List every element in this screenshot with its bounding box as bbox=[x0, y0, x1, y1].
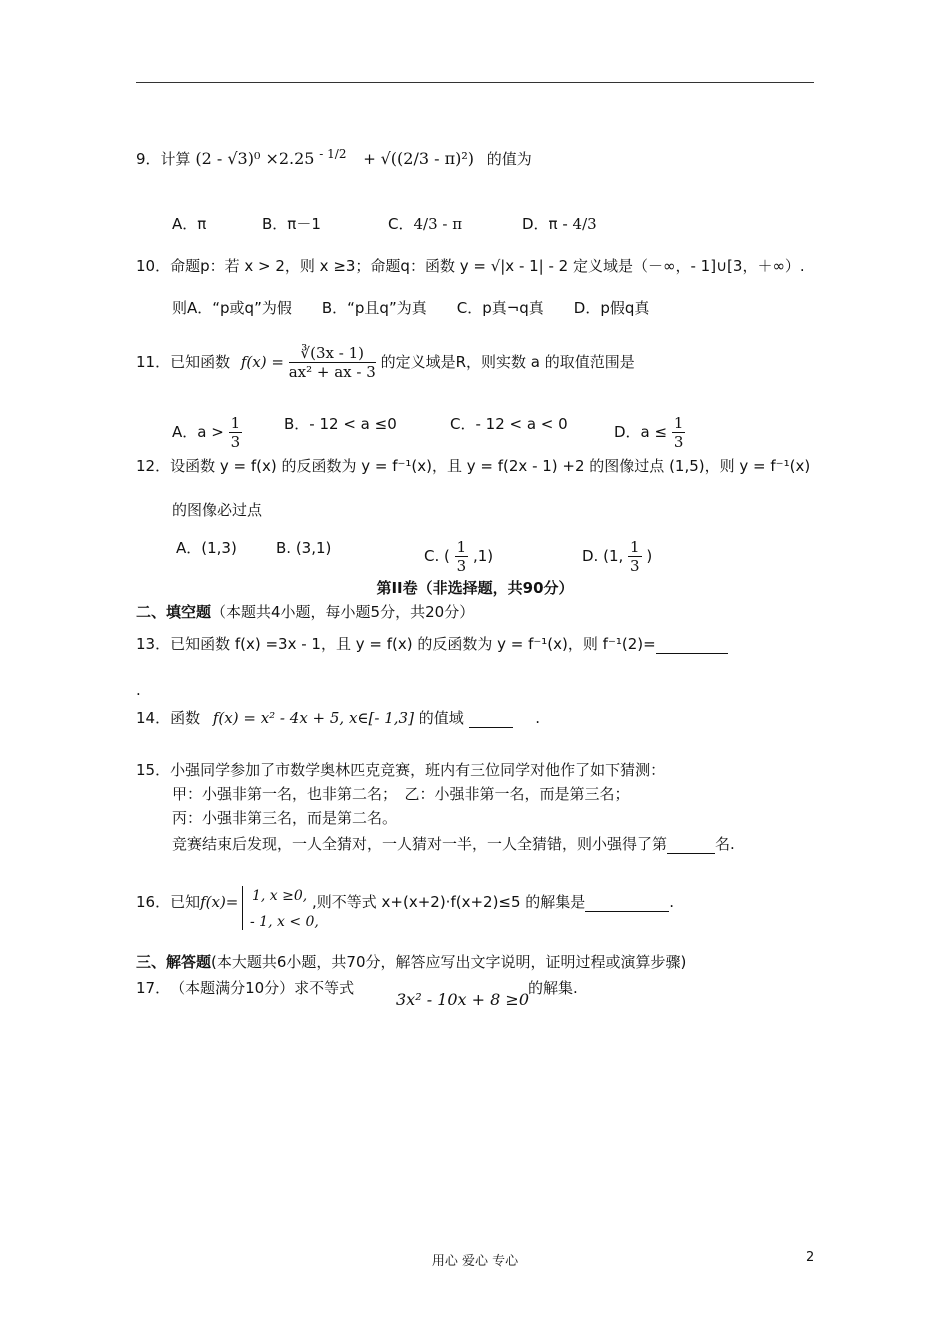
q12-option-d: D. (1, $\frac{1}{3}$ ) bbox=[582, 538, 653, 575]
q9-number: 9．计算 bbox=[136, 150, 191, 168]
header-rule bbox=[136, 82, 814, 83]
q11-option-a: A．a > $\frac{1}{3}$ bbox=[172, 414, 241, 451]
q15-line3: 丙：小强非第三名，而是第二名。 bbox=[172, 809, 398, 827]
q11-fraction: $\frac{∛(3x - 1)}{\text{ax² + ax - 3}}$ bbox=[288, 344, 376, 381]
q10-line1: 10．命题p：若 x > 2，则 x ≥3；命题q：函数 y = √|x - 1| - 2 定义域是（－∞，- 1]∪[3，＋∞）. bbox=[136, 257, 805, 275]
q10-line2: 则A．“p或q”为假 B．“p且q”为真 C．p真¬q真 D．p假q真 bbox=[172, 299, 650, 317]
q13-answer-blank bbox=[656, 653, 728, 654]
q16-head: 16．已知f(x)= bbox=[136, 893, 239, 911]
q9-exponent: - 1/2 bbox=[319, 147, 347, 161]
q14-stem: 14．函数 f(x) = x² - 4x + 5, x∈[- 1,3] 的值域 . bbox=[136, 709, 541, 727]
q16-case1: 1, x ≥0, bbox=[252, 888, 308, 904]
q9-stem bbox=[136, 144, 532, 169]
q12-option-a: A．(1,3) bbox=[176, 539, 237, 557]
q12-option-c: C. ( $\frac{1}{3}$ ,1) bbox=[424, 538, 494, 575]
q16-answer-blank bbox=[585, 911, 669, 912]
q11-option-d: D．a ≤ $\frac{1}{3}$ bbox=[614, 414, 684, 451]
q16-tail: ,则不等式 x+(x+2)·f(x+2)≤5 的解集是 . bbox=[312, 893, 675, 911]
q12-option-b: B. (3,1) bbox=[276, 539, 332, 557]
q17-stem: 17． （本题满分10分）求不等式 bbox=[136, 979, 355, 997]
q14-answer-blank bbox=[469, 727, 513, 728]
q15-line2: 甲：小强非第一名，也非第二名； 乙：小强非第一名，而是第三名； bbox=[172, 785, 630, 803]
q9-option-c: C．4/3 - π bbox=[388, 215, 463, 233]
q11-option-c: C．- 12 < a < 0 bbox=[450, 415, 568, 433]
q9-expression: (2 - √3)⁰ ×2.25 bbox=[195, 149, 315, 168]
q9-plus: + bbox=[363, 150, 376, 168]
footer-text: 用心 爱心 专心 bbox=[431, 1254, 519, 1269]
q15-answer-blank bbox=[667, 853, 715, 854]
q12-line1: 12．设函数 y = f(x) 的反函数为 y = f⁻¹(x)，且 y = f(2x - 1) +2 的图像过点 (1,5)，则 y = f⁻¹(x) bbox=[136, 457, 811, 475]
q17-expression: 3x² - 10x + 8 ≥0 bbox=[396, 990, 530, 1009]
q9-option-a: A．π bbox=[172, 215, 207, 233]
q15-line1: 15．小强同学参加了市数学奥林匹克竞赛，班内有三位同学对他作了如下猜测： bbox=[136, 761, 666, 779]
q12-line2: 的图像必过点 bbox=[172, 501, 263, 519]
q9-option-b: B．π－1 bbox=[262, 215, 321, 233]
q13-dot: . bbox=[136, 681, 141, 699]
q16-case2: - 1, x < 0, bbox=[250, 914, 319, 930]
page-number: 2 bbox=[806, 1250, 815, 1265]
q17-tail: 的解集. bbox=[528, 979, 578, 997]
section3-heading: 三、解答题(本大题共6小题，共70分，解答应写出文字说明，证明过程或演算步骤) bbox=[136, 953, 687, 971]
q13-stem: 13．已知函数 f(x) =3x - 1，且 y = f(x) 的反函数为 y = f⁻¹(x)，则 f⁻¹(2)= bbox=[136, 634, 728, 654]
q9-option-d: D．π - 4/3 bbox=[522, 215, 597, 233]
q9-tail: 的值为 bbox=[486, 150, 532, 168]
q9-root: √((2/3 - π)²) bbox=[380, 149, 475, 168]
part2-title: 第II卷（非选择题，共90分） bbox=[376, 579, 574, 597]
q11-stem: 11．已知函数 f(x) = $\frac{∛(3x - 1)}{\text{ax² + ax - 3}}$ 的定义域是R，则实数 a 的取值范围是 bbox=[136, 344, 635, 381]
q15-line4: 竞赛结束后发现，一人全猜对，一人猜对一半，一人全猜错，则小强得了第 名. bbox=[172, 835, 735, 853]
q11-option-b: B．- 12 < a ≤0 bbox=[284, 415, 397, 433]
section2-heading: 二、填空题（本题共4小题，每小题5分，共20分） bbox=[136, 603, 475, 621]
